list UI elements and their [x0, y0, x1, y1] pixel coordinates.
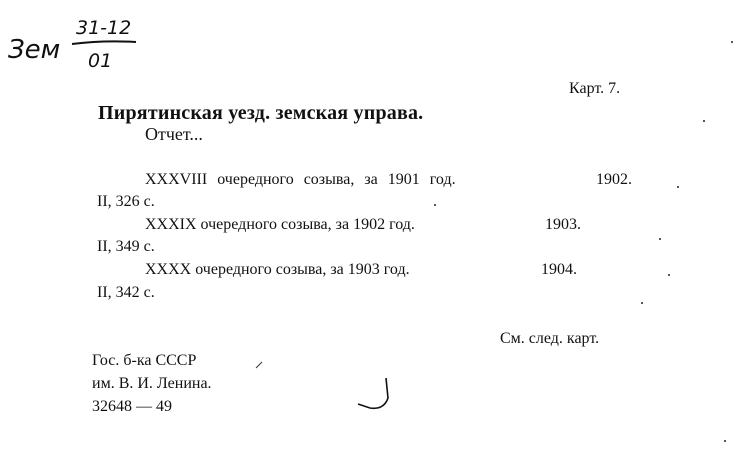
scan-speck — [668, 274, 670, 276]
scan-speck — [434, 204, 436, 206]
library-stamp-line1: Гос. б-ка СССР — [92, 352, 197, 369]
scan-speck — [724, 440, 726, 442]
entry-year: 1904. — [541, 261, 577, 278]
entry-line: XXXVIII очередного созыва, за 1901 год. — [145, 171, 456, 188]
handwritten-denominator: 01 — [88, 50, 113, 72]
see-next-card: См. след. карт. — [500, 330, 600, 347]
entry-year: 1903. — [545, 216, 581, 233]
entry-pages: II, 342 с. — [97, 284, 155, 301]
handwritten-numerator: 31-12 — [76, 17, 132, 39]
entry-year: 1902. — [596, 171, 632, 188]
entry-line: XXXX очередного созыва, за 1903 год. — [145, 261, 410, 278]
handwritten-fraction-line — [72, 41, 136, 44]
library-stamp-line3: 32648 — 49 — [92, 398, 172, 415]
library-stamp-line2: им. В. И. Ленина. — [92, 375, 212, 392]
handwritten-prefix: Зем — [8, 35, 61, 65]
scan-speck — [641, 302, 643, 304]
pen-mark — [256, 362, 262, 368]
scan-speck — [703, 120, 705, 122]
entry-pages: II, 349 с. — [97, 238, 155, 255]
entry-line: XXXIX очередного созыва, за 1902 год. — [145, 216, 415, 233]
entry-pages: II, 326 с. — [97, 193, 155, 210]
pen-stroke — [358, 378, 388, 408]
heading: Пирятинская уезд. земская управа. — [98, 102, 424, 124]
scan-speck — [677, 186, 679, 188]
card-number: Карт. 7. — [569, 80, 621, 97]
scan-speck — [659, 238, 661, 240]
scan-speck — [731, 41, 733, 43]
subheading: Отчет... — [145, 124, 203, 144]
